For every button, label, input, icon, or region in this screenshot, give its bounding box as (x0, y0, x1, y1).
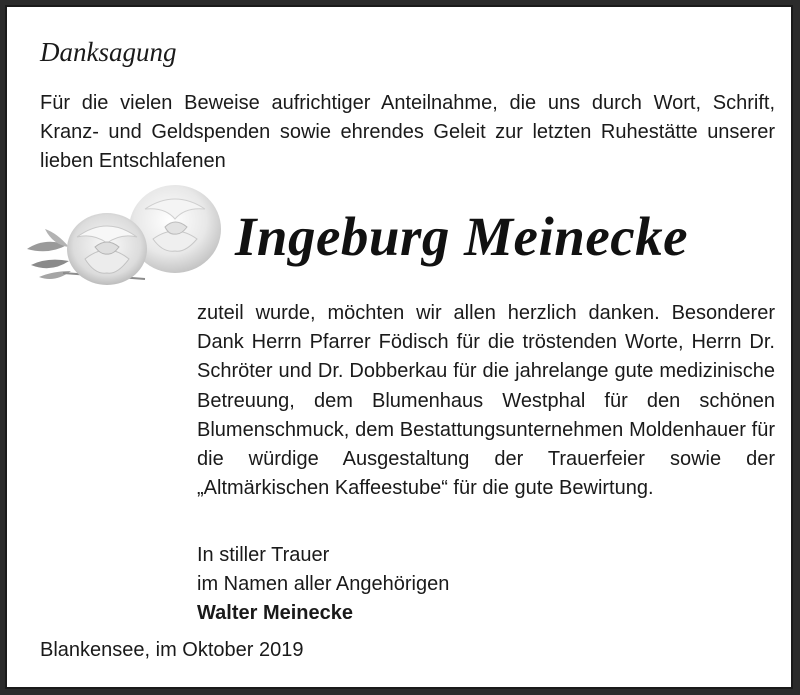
intro-paragraph: Für die vielen Beweise aufrichtiger Anteilnahme, die uns durch Wort, Schrift, Kranz- und Geldspenden sowie ehrendes Geleit zur letzten Ruhestätte unserer lieben Entschlafenen (40, 92, 775, 172)
closing-block (197, 541, 449, 628)
closing-line-1: In stiller Trauer (197, 544, 330, 566)
closing-line-2: im Namen aller Angehörigen (197, 573, 450, 595)
signer-name: Walter Meinecke (197, 602, 353, 624)
deceased-name: Ingeburg Meinecke (235, 206, 689, 267)
place-date: Blankensee, im Oktober 2019 (40, 639, 304, 661)
notice-heading: Danksagung (40, 37, 177, 67)
obituary-notice (5, 5, 793, 689)
thanks-paragraph: zuteil wurde, möchten wir allen herzlich danken. Besonderer Dank Herrn Pfarrer Födisch für die tröstenden Worte, Herrn Dr. Schröter und Dr. Dobberkau für die jahrelange gute medizinische Betreuung, dem Blumenhaus Westphal für den schönen Blumenschmuck, dem Bestattungsunternehmen Moldenhauer für die würdige Ausgestaltung der Trauerfeier sowie der „Altmärkischen Kaffeestube“ für die gute Bewirtung. (197, 302, 775, 500)
white-roses-illustration (25, 179, 225, 291)
